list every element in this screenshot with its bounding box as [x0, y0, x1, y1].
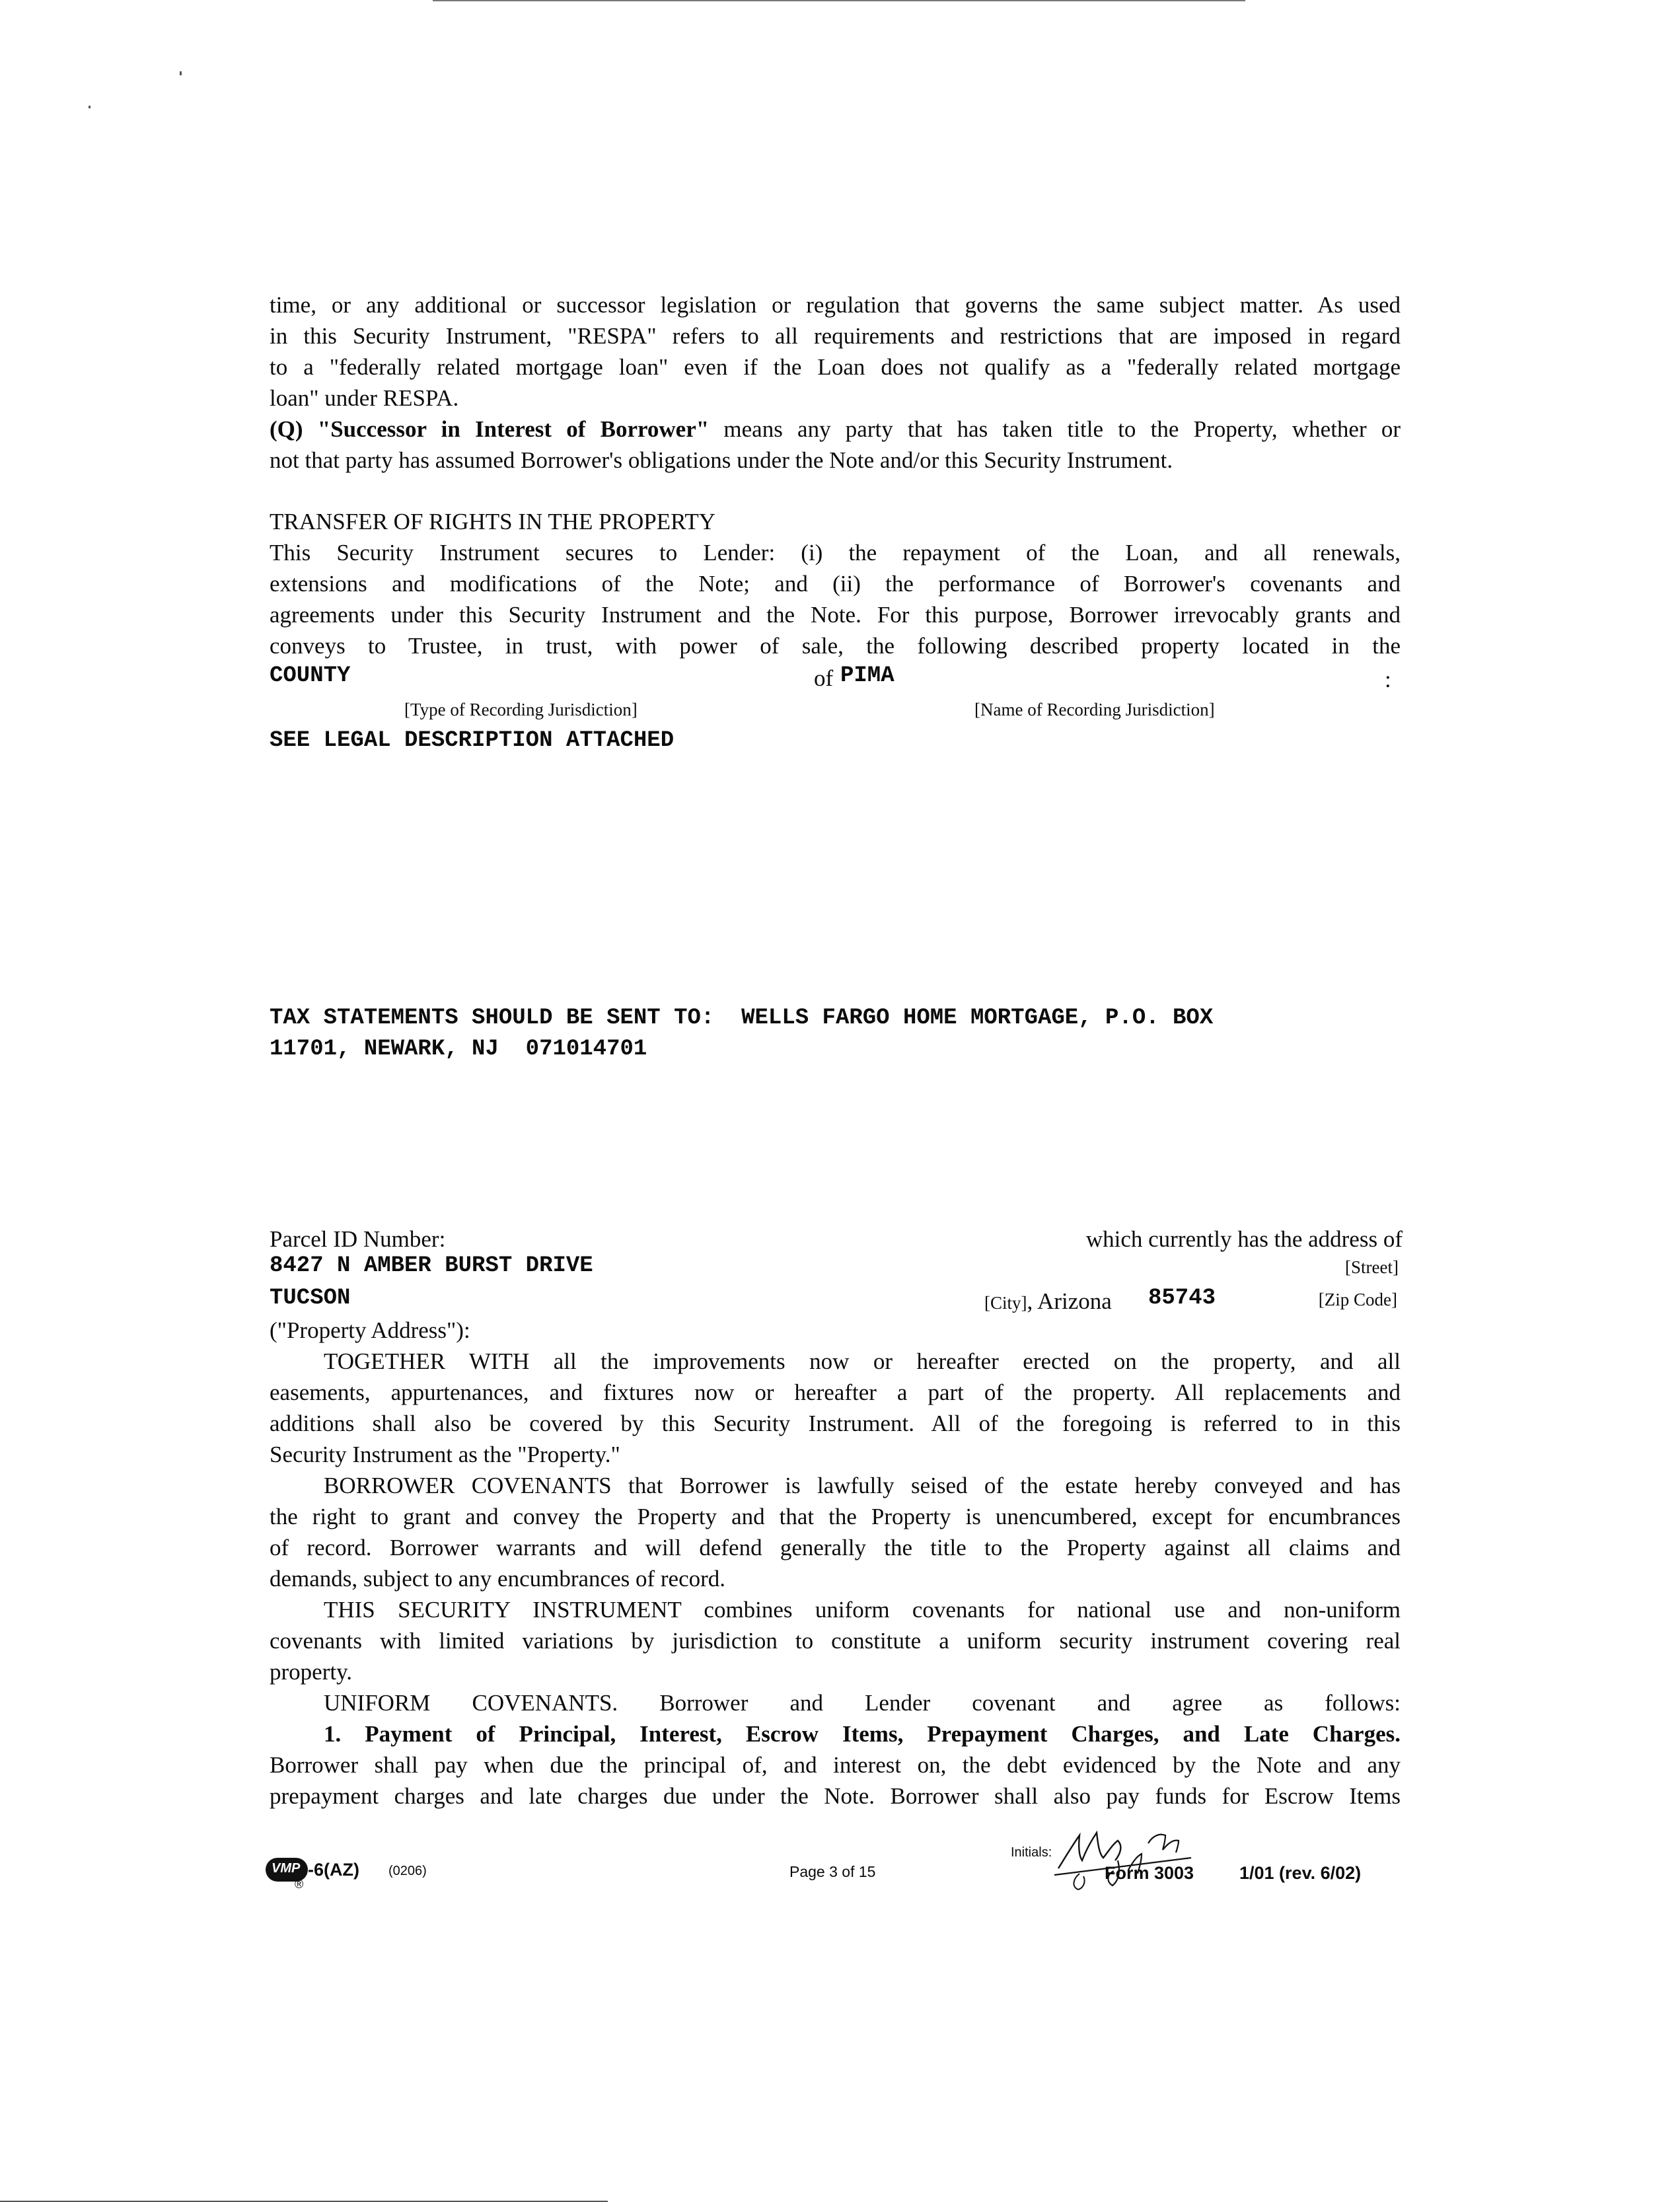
- tax-statement-line: TAX STATEMENTS SHOULD BE SENT TO: WELLS FARGO HOME MORTGAGE, P.O. BOX: [270, 1006, 1214, 1031]
- type-caption: [Type of Recording Jurisdiction]: [404, 700, 638, 719]
- city-value: TUCSON: [270, 1286, 351, 1311]
- body-line: easements, appurtenances, and fixtures now or hereafter a part of the property. All replacements and: [270, 1379, 1401, 1405]
- body-line: covenants with limited variations by jurisdiction to constitute a uniform security instrument covering real: [270, 1628, 1401, 1654]
- body-line: BORROWER COVENANTS that Borrower is lawfully seised of the estate hereby conveyed and has: [324, 1473, 1401, 1498]
- street-address: 8427 N AMBER BURST DRIVE: [270, 1253, 593, 1278]
- body-line: to a "federally related mortgage loan" even if the Loan does not qualify as a "federally related mortgage: [270, 354, 1401, 380]
- body-line: of record. Borrower warrants and will defend generally the title to the Property against all claims and: [270, 1535, 1401, 1560]
- body-line: demands, subject to any encumbrances of record.: [270, 1566, 726, 1592]
- body-line: agreements under this Security Instrument and the Note. For this purpose, Borrower irrevocably grants and: [270, 602, 1401, 628]
- body-line: not that party has assumed Borrower's obligations under the Note and/or this Security Instrument.: [270, 447, 1173, 473]
- definition-q-text: means any party that has taken title to the Property, whether or: [709, 416, 1401, 442]
- scan-speck: [180, 71, 182, 75]
- body-line: the right to grant and convey the Property and that the Property is unencumbered, except for encumbrances: [270, 1504, 1401, 1529]
- zip-caption: [Zip Code]: [1318, 1290, 1397, 1309]
- state-text: , Arizona: [1027, 1288, 1112, 1314]
- zip-value: 85743: [1148, 1286, 1216, 1311]
- colon: :: [1385, 667, 1391, 692]
- initials-label: Initials:: [1011, 1845, 1052, 1860]
- address-intro: which currently has the address of: [1085, 1226, 1403, 1252]
- body-line: TOGETHER WITH all the improvements now or hereafter erected on the property, and all: [324, 1348, 1401, 1374]
- name-caption: [Name of Recording Jurisdiction]: [974, 700, 1215, 719]
- body-line: additions shall also be covered by this Security Instrument. All of the foregoing is referred to in this: [270, 1411, 1401, 1436]
- body-line: property.: [270, 1659, 353, 1685]
- section-heading: TRANSFER OF RIGHTS IN THE PROPERTY: [270, 509, 715, 534]
- city-caption: [City]: [984, 1293, 1027, 1313]
- body-line: prepayment charges and late charges due under the Note. Borrower shall also pay funds for Escrow Items: [270, 1783, 1401, 1809]
- body-line: extensions and modifications of the Note; and (ii) the performance of Borrower's covenants and: [270, 571, 1401, 597]
- scan-top-edge-line: [433, 0, 1245, 1]
- form-revision: 1/01 (rev. 6/02): [1239, 1863, 1362, 1883]
- definition-q-term: (Q) "Successor in Interest of Borrower": [270, 416, 710, 442]
- city-state-line: [984, 1286, 1112, 1317]
- body-line: THIS SECURITY INSTRUMENT combines uniform covenants for national use and non-uniform: [324, 1597, 1401, 1623]
- page-number: Page 3 of 15: [789, 1863, 876, 1880]
- registered-mark: ®: [295, 1878, 304, 1891]
- body-line: time, or any additional or successor legislation or regulation that governs the same subject matter. As used: [270, 292, 1401, 318]
- definition-q-line: [270, 414, 1401, 445]
- payment-heading: 1. Payment of Principal, Interest, Escrow Items, Prepayment Charges, and Late Charges.: [324, 1721, 1401, 1747]
- body-line: This Security Instrument secures to Lender: (i) the repayment of the Loan, and all renewals,: [270, 540, 1401, 566]
- form-code: -6(AZ): [308, 1860, 359, 1880]
- form-date-code: (0206): [388, 1864, 427, 1878]
- tax-statement-line: 11701, NEWARK, NJ 071014701: [270, 1037, 647, 1062]
- street-caption: [Street]: [1345, 1257, 1399, 1277]
- legal-description: SEE LEGAL DESCRIPTION ATTACHED: [270, 728, 675, 753]
- body-line: loan" under RESPA.: [270, 385, 459, 411]
- jurisdiction-type: COUNTY: [270, 663, 351, 688]
- property-address-label: ("Property Address"):: [270, 1317, 470, 1343]
- parcel-id-label: Parcel ID Number:: [270, 1226, 446, 1252]
- form-number: Form 3003: [1105, 1863, 1194, 1883]
- body-line: conveys to Trustee, in trust, with power of sale, the following described property located in the: [270, 633, 1401, 659]
- body-line: in this Security Instrument, "RESPA" refers to all requirements and restrictions that are imposed in regard: [270, 323, 1401, 349]
- uniform-covenants-line: UNIFORM COVENANTS. Borrower and Lender covenant and agree as follows:: [324, 1690, 1401, 1716]
- vmp-logo-text: VMP: [272, 1861, 301, 1876]
- body-line: Borrower shall pay when due the principal of, and interest on, the debt evidenced by the Note and any: [270, 1752, 1401, 1778]
- jurisdiction-name: PIMA: [840, 663, 895, 688]
- scan-speck: [89, 106, 91, 108]
- body-line: Security Instrument as the "Property.": [270, 1442, 620, 1467]
- of-word: of: [814, 665, 834, 691]
